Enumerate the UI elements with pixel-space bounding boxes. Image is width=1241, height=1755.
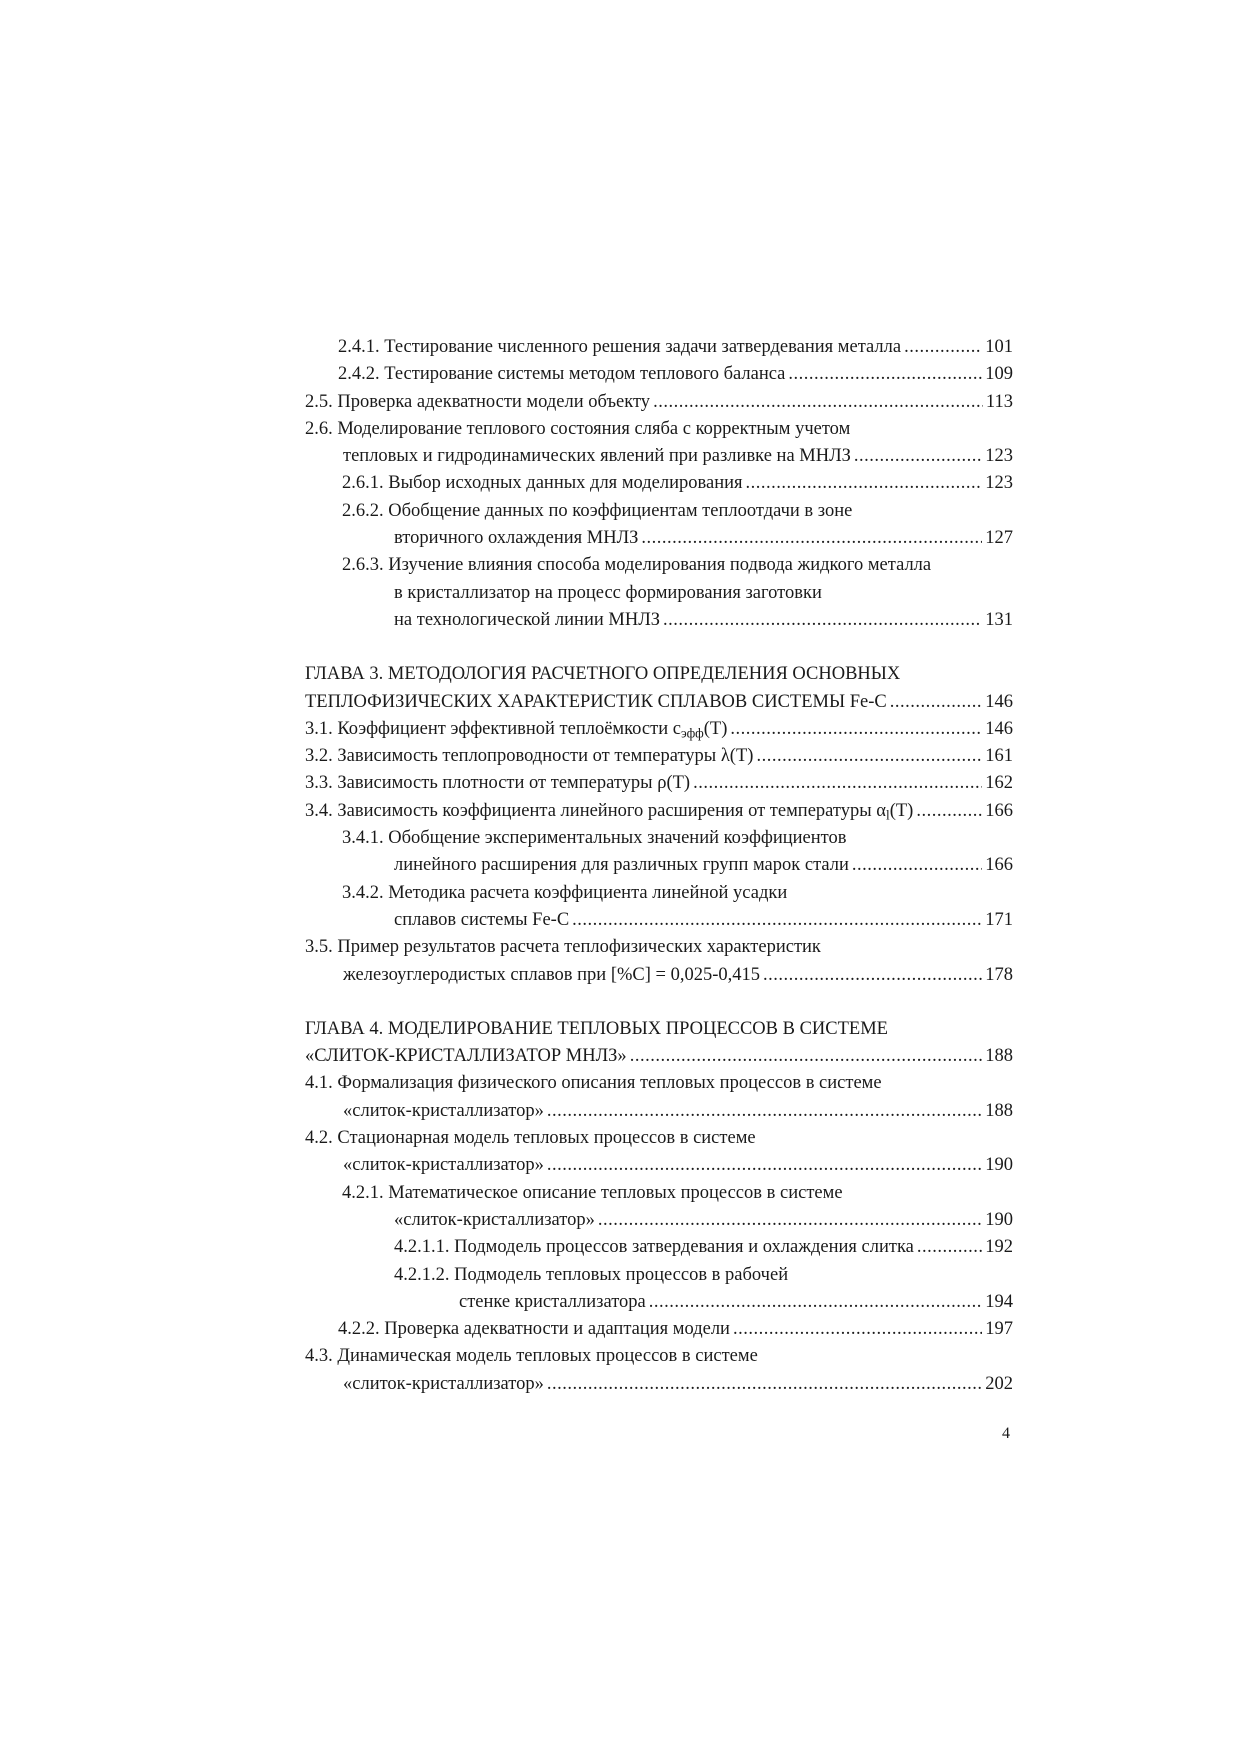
toc-entry <box>305 334 1013 361</box>
toc-entry-title: 2.6. Моделирование теплового состояния сляба с корректным учетом <box>305 418 851 439</box>
toc-entry-title: 4.2.1. Математическое описание тепловых процессов в системе <box>342 1182 843 1203</box>
toc-entry-title: 3.5. Пример результатов расчета теплофизических характеристик <box>305 937 821 958</box>
toc-entry <box>305 661 1013 688</box>
toc-entry <box>305 1371 1013 1398</box>
toc-entry-title: сплавов системы Fe-C <box>394 909 570 930</box>
toc-entry-subscript: эфф <box>680 725 704 741</box>
toc-entry-title: «слиток-кристаллизатор» <box>343 1100 544 1121</box>
toc-entry-page: 188 <box>985 1046 1013 1067</box>
toc-leader-dots <box>641 525 982 552</box>
toc-leader-dots <box>890 689 983 716</box>
toc-entry <box>305 525 1013 552</box>
toc-entry <box>305 962 1013 989</box>
toc-leader-dots <box>733 1316 982 1343</box>
toc-entry <box>305 361 1013 388</box>
toc-entry <box>305 1152 1013 1179</box>
toc-entry-page: 146 <box>985 691 1013 712</box>
toc-leader-dots <box>598 1207 982 1234</box>
table-of-contents <box>305 334 1013 1398</box>
toc-entry <box>305 1234 1013 1261</box>
toc-leader-dots <box>653 389 983 416</box>
toc-entry-title: в кристаллизатор на процесс формирования заготовки <box>394 582 822 603</box>
toc-entry <box>305 1098 1013 1125</box>
toc-leader-dots <box>916 798 982 825</box>
toc-entry <box>305 416 1013 443</box>
toc-entry-title: 4.2.1.2. Подмодель тепловых процессов в рабочей <box>394 1264 789 1285</box>
toc-leader-dots <box>547 1098 982 1125</box>
toc-entry-title: тепловых и гидродинамических явлений при разливке на МНЛЗ <box>343 446 851 467</box>
toc-entry <box>305 825 1013 852</box>
toc-leader-dots <box>663 607 982 634</box>
toc-entry-page: 162 <box>985 773 1013 794</box>
toc-entry <box>305 552 1013 579</box>
toc-entry <box>305 907 1013 934</box>
toc-entry <box>305 470 1013 497</box>
toc-entry <box>305 1207 1013 1234</box>
toc-leader-dots <box>756 743 982 770</box>
toc-entry <box>305 443 1013 470</box>
toc-entry-page: 194 <box>985 1291 1013 1312</box>
toc-entry-title: «слиток-кристаллизатор» <box>343 1373 544 1394</box>
toc-entry-page: 192 <box>985 1237 1013 1258</box>
toc-entry-title: «слиток-кристаллизатор» <box>343 1155 544 1176</box>
toc-entry-title: 4.3. Динамическая модель тепловых процессов в системе <box>305 1346 758 1367</box>
toc-entry-page: 127 <box>985 528 1013 549</box>
toc-entry-title: 3.4.2. Методика расчета коэффициента линейной усадки <box>342 882 788 903</box>
toc-entry-title: 4.2.1.1. Подмодель процессов затвердевания и охлаждения слитка <box>394 1237 914 1258</box>
toc-leader-dots <box>730 716 982 743</box>
toc-entry <box>305 852 1013 879</box>
toc-entry <box>305 607 1013 634</box>
toc-leader-dots <box>763 962 982 989</box>
toc-leader-dots <box>630 1043 983 1070</box>
toc-entry-title: 3.4. Зависимость коэффициента линейного расширения от температуры $\alpha_l(T)$ <box>305 800 914 823</box>
toc-entry <box>305 743 1013 770</box>
toc-leader-dots <box>917 1234 982 1261</box>
toc-entry-title: 4.1. Формализация физического описания тепловых процессов в системе <box>305 1073 882 1094</box>
toc-entry <box>305 580 1013 607</box>
toc-leader-dots <box>746 470 983 497</box>
toc-leader-dots <box>649 1289 982 1316</box>
toc-entry <box>305 1016 1013 1043</box>
toc-entry-title: железоуглеродистых сплавов при [%C] = 0,025-0,415 <box>343 964 760 985</box>
toc-entry-subscript: l <box>885 807 890 823</box>
toc-entry-title: 3.1. Коэффициент эффективной теплоёмкости $c_{эфф}(T)$ <box>305 718 728 741</box>
toc-entry-page: 123 <box>985 446 1013 467</box>
toc-entry-title: стенке кристаллизатора <box>459 1291 646 1312</box>
toc-leader-dots <box>693 770 982 797</box>
toc-entry-title: «СЛИТОК-КРИСТАЛЛИЗАТОР МНЛЗ» <box>305 1046 627 1067</box>
toc-entry-title: линейного расширения для различных групп марок стали <box>394 855 849 876</box>
toc-entry-title: 2.5. Проверка адекватности модели объекту <box>305 391 651 412</box>
toc-entry-title: 4.2.2. Проверка адекватности и адаптация модели <box>338 1319 730 1340</box>
toc-entry-page: 197 <box>985 1319 1013 1340</box>
toc-entry-page: 202 <box>985 1373 1013 1394</box>
toc-entry <box>305 880 1013 907</box>
toc-entry-page: 131 <box>985 609 1013 630</box>
toc-entry-page: 166 <box>985 800 1013 821</box>
toc-entry-page: 113 <box>985 391 1013 412</box>
toc-entry <box>305 798 1013 825</box>
toc-leader-dots <box>852 852 982 879</box>
toc-entry-page: 101 <box>985 337 1013 357</box>
toc-entry-page: 109 <box>985 364 1013 385</box>
toc-entry-title: 2.6.1. Выбор исходных данных для моделирования <box>342 473 743 494</box>
toc-entry-title: 2.4.2. Тестирование системы методом теплового баланса <box>338 364 786 385</box>
toc-entry-title: 2.4.1. Тестирование численного решения задачи затвердевания металла <box>338 337 902 357</box>
toc-entry-page: 190 <box>985 1155 1013 1176</box>
toc-entry-title: 3.3. Зависимость плотности от температуры ρ(T) <box>305 773 691 794</box>
toc-entry <box>305 934 1013 961</box>
toc-entry-page: 166 <box>985 855 1013 876</box>
toc-entry-page: 146 <box>985 718 1013 739</box>
toc-entry-title: ГЛАВА 4. МОДЕЛИРОВАНИЕ ТЕПЛОВЫХ ПРОЦЕССОВ В СИСТЕМЕ <box>305 1018 888 1039</box>
toc-entry <box>305 1289 1013 1316</box>
toc-entry-title: «слиток-кристаллизатор» <box>394 1209 595 1230</box>
toc-entry-title: 3.4.1. Обобщение экспериментальных значений коэффициентов <box>342 828 847 849</box>
toc-entry-title: 4.2. Стационарная модель тепловых процессов в системе <box>305 1128 756 1149</box>
toc-entry <box>305 1316 1013 1343</box>
toc-leader-dots <box>788 361 982 388</box>
toc-entry-page: 188 <box>985 1100 1013 1121</box>
toc-entry-page: 161 <box>985 746 1013 767</box>
toc-entry-page: 123 <box>985 473 1013 494</box>
toc-entry-title: 3.2. Зависимость теплопроводности от температуры λ(T) <box>305 746 754 767</box>
toc-leader-dots <box>904 334 982 361</box>
toc-entry-page: 190 <box>985 1209 1013 1230</box>
toc-entry <box>305 1343 1013 1370</box>
page-number: 4 <box>1002 1425 1010 1442</box>
toc-leader-dots <box>854 443 982 470</box>
toc-entry <box>305 770 1013 797</box>
toc-leader-dots <box>547 1371 982 1398</box>
toc-entry-title: ГЛАВА 3. МЕТОДОЛОГИЯ РАСЧЕТНОГО ОПРЕДЕЛЕНИЯ ОСНОВНЫХ <box>305 664 901 685</box>
toc-entry <box>305 716 1013 743</box>
toc-entry <box>305 689 1013 716</box>
toc-entry-title: 2.6.3. Изучение влияния способа моделирования подвода жидкого металла <box>342 555 932 576</box>
toc-entry-title: 2.6.2. Обобщение данных по коэффициентам теплоотдачи в зоне <box>342 500 853 521</box>
toc-entry <box>305 498 1013 525</box>
toc-entry <box>305 1180 1013 1207</box>
toc-entry <box>305 1043 1013 1070</box>
toc-entry-page: 171 <box>985 909 1013 930</box>
toc-entry-title: вторичного охлаждения МНЛЗ <box>394 528 639 549</box>
toc-entry-title: на технологической линии МНЛЗ <box>394 609 661 630</box>
toc-entry-title: ТЕПЛОФИЗИЧЕСКИХ ХАРАКТЕРИСТИК СПЛАВОВ СИСТЕМЫ Fe-C <box>305 691 887 712</box>
toc-leader-dots <box>572 907 982 934</box>
toc-entry <box>305 1125 1013 1152</box>
toc-entry <box>305 1070 1013 1097</box>
toc-entry <box>305 1262 1013 1289</box>
toc-entry-page: 178 <box>985 964 1013 985</box>
toc-entry <box>305 389 1013 416</box>
toc-leader-dots <box>547 1152 982 1179</box>
